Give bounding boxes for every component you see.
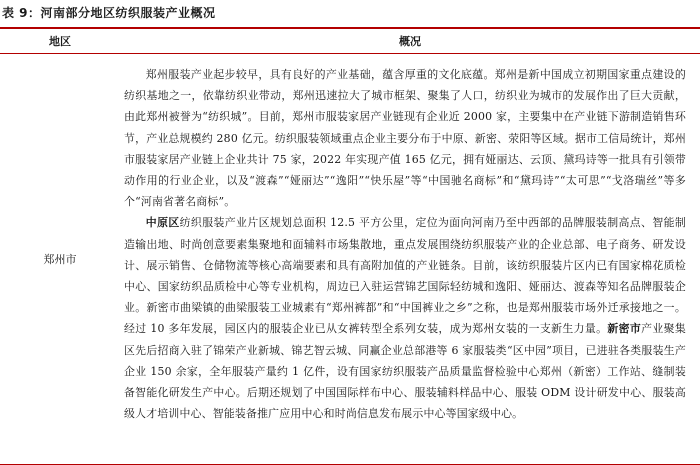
overview-paragraph-2 [124,212,686,424]
region-cell: 郑州市 [43,253,77,266]
header-region: 地区 [49,35,71,48]
overview-paragraph-1: 郑州服装产业起步较早，具有良好的产业基础，蕴含厚重的文化底蕴。郑州是新中国成立初期国家重点建设的纺织基地之一，依靠纺织业带动，郑州迅速拉大了城市框架、聚集了人口，纺织业为城市的发展作出了巨大贡献，由此郑州被誉为“纺织城”。目前，郑州市服装家居产业链现有企业近 2000 家，主要集中在产业链下游制造销售环节，产业总规模约 280 亿元。纺织服装领域重点企业主要分布于中原、新密、荥阳等区域。据市工信局统计，郑州市服装家居产业链上企业共计 75 家，2022 年实现产值 165 亿元，拥有娅丽达、云顶、黛玛诗等一批具有引领带动作用的行业企业，以及“渡森”“娅丽达”“逸阳”“快乐屋”等“中国驰名商标”和“黛玛诗”“太可思”“戈洛瑞丝”等多个“河南省著名商标”。 [124,68,686,209]
district-xinmi: 新密市 [607,322,642,336]
table-row [0,54,700,465]
table-header-row [0,27,700,54]
zhongyuan-description: 纺织服装产业片区规划总面积 12.5 平方公里，定位为面向河南乃至中西部的品牌服装制高点、智能制造输出地、时尚创意要素集聚地和面辅料市场集散地，重点发展围绕纺织服装产业的企业总部、电子商务、研发设计、展示销售、仓储物流等核心高端要素和具有高附加值的产业链条。目前，该纺织服装片区内已有国家棉花质检中心、国家纺织品质检中心等专业机构，周边已入驻运营锦艺国际轻纺城和逸阳、娅丽达、渡森等知名品牌服装企业。新密市曲梁镇的曲梁服装工业城素有“郑州裤都”和“中国裤业之乡”之称，也是郑州服装市场外迁承接地之一。经过 10 多年发展，园区内的服装企业已从女裤转型全系列女装，成为郑州女装的一支新生力量。 [124,216,686,336]
table-caption-bar [0,0,700,24]
header-overview: 概况 [399,35,421,48]
table-caption: 表 9：河南部分地区纺织服装产业概况 [2,5,216,20]
overview-cell [120,54,700,464]
xinmi-description: 产业聚集区先后招商入驻了锦荣产业新城、锦艺智云城、同赢企业总部港等 6 家服装类“区中园”项目，已进驻各类服装生产企业 150 余家，全年服装产量约 1 亿件，设有国家纺织服装产品质量监督检验中心郑州（新密）工作站、缝制装备智能化研发生产中心。后期还规划了中国国际样布中心、服装辅料样品中心、服装 ODM 设计研发中心、服装高级人才培训中心、智能装备推广应用中心和时尚信息发布展示中心等国家级中心。 [124,322,686,421]
industry-overview-table [0,27,700,465]
district-zhongyuan: 中原区 [145,216,180,230]
